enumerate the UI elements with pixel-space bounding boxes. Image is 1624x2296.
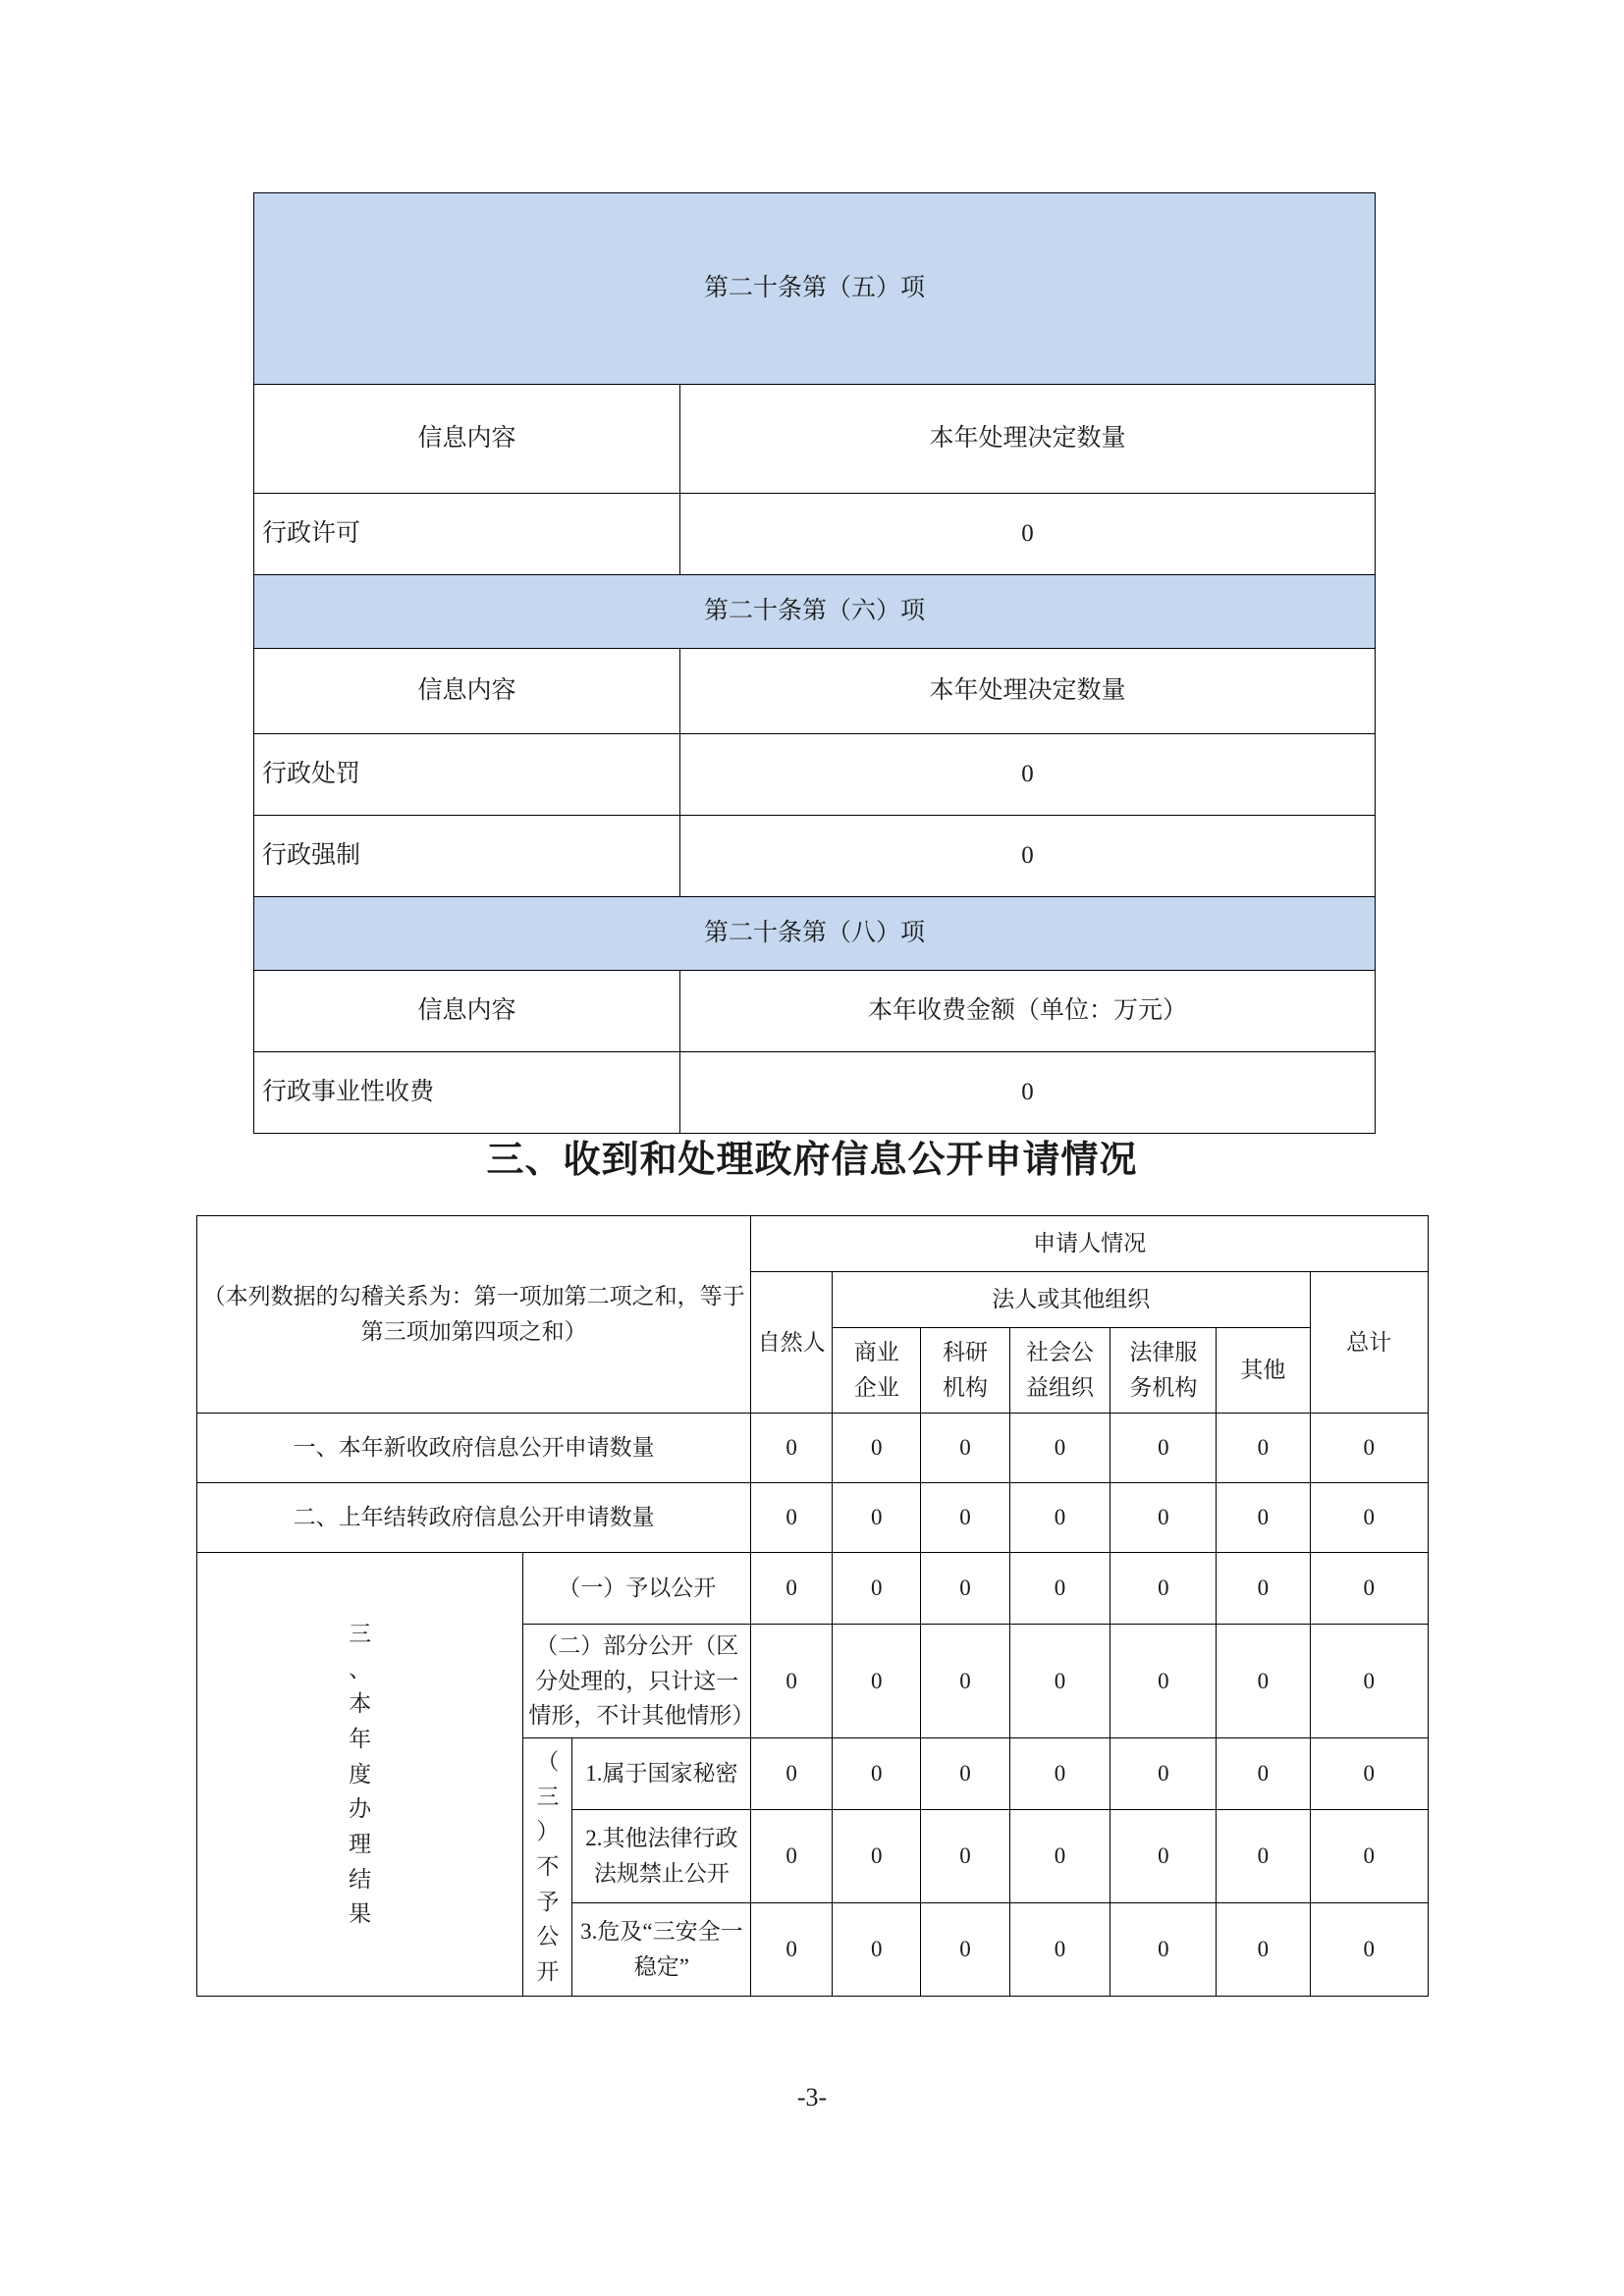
vertical-char: 不 xyxy=(536,1854,560,1880)
cell-value: 0 xyxy=(751,1483,833,1553)
cell-value: 0 xyxy=(921,1902,1009,1996)
section-title-liu: 第二十条第（六）项 xyxy=(254,575,1376,649)
subheader-commercial-line1: 商业 xyxy=(853,1340,899,1365)
page-number: -3- xyxy=(796,2083,828,2111)
total-header: 总计 xyxy=(1310,1272,1428,1414)
row-label-shiyexingshoufei: 行政事业性收费 xyxy=(254,1052,680,1134)
cell-value: 0 xyxy=(1217,1553,1310,1625)
cell-value: 0 xyxy=(921,1483,1009,1553)
requests-table-wrapper xyxy=(196,1215,1429,1997)
subheader-research xyxy=(921,1328,1009,1414)
legal-group-header: 法人或其他组织 xyxy=(833,1272,1311,1328)
row-label-new-received: 一、本年新收政府信息公开申请数量 xyxy=(197,1414,751,1483)
cell-value: 0 xyxy=(921,1809,1009,1902)
table-row xyxy=(197,1483,1429,1553)
vertical-char: 果 xyxy=(349,1901,372,1927)
section-title-wu: 第二十条第（五）项 xyxy=(254,193,1376,385)
vertical-char: 度 xyxy=(349,1761,372,1787)
cell-value: 0 xyxy=(1217,1809,1310,1902)
row-label-xingzhengqiangzhi: 行政强制 xyxy=(254,816,680,897)
vertical-char: （ xyxy=(536,1749,560,1775)
section-three-heading: 三、收到和处理政府信息公开申请情况 xyxy=(486,1138,1138,1181)
subheader-public-welfare-line1: 社会公 xyxy=(1026,1340,1095,1365)
cell-value: 0 xyxy=(1217,1737,1310,1809)
sub-label-endanger-security: 3.危及“三安全一稳定” xyxy=(572,1902,751,1996)
subheader-legal-service-line2: 务机构 xyxy=(1129,1375,1198,1400)
cell-value: 0 xyxy=(833,1902,921,1996)
cell-value: 0 xyxy=(833,1414,921,1483)
cell-value: 0 xyxy=(1310,1902,1428,1996)
row-label-carried-over: 二、上年结转政府信息公开申请数量 xyxy=(197,1483,751,1553)
cell-value: 0 xyxy=(751,1553,833,1625)
requests-table xyxy=(196,1215,1429,1997)
vertical-char: 开 xyxy=(536,1959,560,1985)
row-value-shiyexingshoufei: 0 xyxy=(679,1052,1375,1134)
cell-value: 0 xyxy=(751,1625,833,1738)
cell-value: 0 xyxy=(1110,1625,1217,1738)
cell-value: 0 xyxy=(1009,1553,1110,1625)
vertical-char: 予 xyxy=(536,1889,560,1914)
cell-value: 0 xyxy=(751,1902,833,1996)
vertical-char: 结 xyxy=(349,1866,372,1892)
subheader-research-line2: 机构 xyxy=(942,1375,988,1400)
cell-value: 0 xyxy=(921,1625,1009,1738)
cell-value: 0 xyxy=(1110,1809,1217,1902)
col-header-info-content-ba: 信息内容 xyxy=(254,971,680,1052)
cell-value: 0 xyxy=(1009,1483,1110,1553)
cell-value: 0 xyxy=(1310,1483,1428,1553)
sub-label-partially-disclosed: （二）部分公开（区分处理的，只计这一情形，不计其他情形） xyxy=(523,1625,751,1738)
cell-value: 0 xyxy=(1217,1414,1310,1483)
cell-value: 0 xyxy=(1110,1483,1217,1553)
vertical-char: 办 xyxy=(349,1796,372,1822)
cell-value: 0 xyxy=(921,1737,1009,1809)
col-header-count-liu: 本年处理决定数量 xyxy=(679,649,1375,734)
vertical-char: 三 xyxy=(536,1784,560,1809)
cell-value: 0 xyxy=(1310,1809,1428,1902)
subheader-commercial-line2: 企业 xyxy=(853,1375,899,1400)
table-row xyxy=(254,897,1376,971)
cell-value: 0 xyxy=(921,1553,1009,1625)
table-row xyxy=(254,971,1376,1052)
corner-note: （本列数据的勾稽关系为：第一项加第二项之和，等于第三项加第四项之和） xyxy=(197,1216,751,1414)
col-header-info-content-wu: 信息内容 xyxy=(254,385,680,494)
cell-value: 0 xyxy=(751,1809,833,1902)
sub-group-label-not-disclosed-text xyxy=(528,1744,567,1989)
vertical-char: 理 xyxy=(349,1831,372,1856)
table-row xyxy=(197,1414,1429,1483)
applicant-group-header: 申请人情况 xyxy=(751,1216,1429,1272)
cell-value: 0 xyxy=(1217,1483,1310,1553)
table-row xyxy=(254,494,1376,575)
cell-value: 0 xyxy=(833,1483,921,1553)
cell-value: 0 xyxy=(1009,1902,1110,1996)
table-row xyxy=(254,1052,1376,1134)
cell-value: 0 xyxy=(833,1553,921,1625)
cell-value: 0 xyxy=(751,1414,833,1483)
section-title-ba: 第二十条第（八）项 xyxy=(254,897,1376,971)
table-row xyxy=(197,1553,1429,1625)
sub-label-disclosed: （一）予以公开 xyxy=(523,1553,751,1625)
vertical-char: 三 xyxy=(349,1622,372,1647)
sub-group-label-not-disclosed xyxy=(523,1737,572,1996)
subheader-public-welfare-line2: 益组织 xyxy=(1026,1375,1095,1400)
table-row xyxy=(254,734,1376,816)
cell-value: 0 xyxy=(1110,1902,1217,1996)
table-row xyxy=(254,649,1376,734)
cell-value: 0 xyxy=(833,1625,921,1738)
table-row xyxy=(254,816,1376,897)
table-row xyxy=(254,193,1376,385)
cell-value: 0 xyxy=(833,1809,921,1902)
cell-value: 0 xyxy=(1009,1414,1110,1483)
cell-value: 0 xyxy=(1110,1414,1217,1483)
cell-value: 0 xyxy=(1110,1737,1217,1809)
row-value-xingzhengxuke: 0 xyxy=(679,494,1375,575)
article20-table-wrapper xyxy=(253,192,1376,1134)
natural-person-header: 自然人 xyxy=(751,1272,833,1414)
group-label-handling-results-text xyxy=(202,1617,517,1932)
cell-value: 0 xyxy=(1217,1902,1310,1996)
cell-value: 0 xyxy=(1110,1553,1217,1625)
vertical-char: 年 xyxy=(349,1727,372,1751)
cell-value: 0 xyxy=(751,1737,833,1809)
row-label-xingzhengchufa: 行政处罚 xyxy=(254,734,680,816)
cell-value: 0 xyxy=(1310,1414,1428,1483)
subheader-legal-service-line1: 法律服 xyxy=(1129,1340,1198,1365)
sub-label-state-secret: 1.属于国家秘密 xyxy=(572,1737,751,1809)
cell-value: 0 xyxy=(1217,1625,1310,1738)
cell-value: 0 xyxy=(1009,1625,1110,1738)
row-label-xingzhengxuke: 行政许可 xyxy=(254,494,680,575)
table-header-row xyxy=(197,1216,1429,1272)
article20-table xyxy=(253,192,1376,1134)
vertical-char: ） xyxy=(536,1819,560,1844)
vertical-char: 、 xyxy=(349,1656,372,1682)
vertical-char: 公 xyxy=(536,1924,560,1949)
cell-value: 0 xyxy=(921,1414,1009,1483)
cell-value: 0 xyxy=(833,1737,921,1809)
col-header-info-content-liu: 信息内容 xyxy=(254,649,680,734)
cell-value: 0 xyxy=(1310,1625,1428,1738)
subheader-commercial xyxy=(833,1328,921,1414)
table-row xyxy=(254,575,1376,649)
cell-value: 0 xyxy=(1009,1809,1110,1902)
row-value-xingzhengqiangzhi: 0 xyxy=(679,816,1375,897)
sub-label-other-law-prohibited: 2.其他法律行政法规禁止公开 xyxy=(572,1809,751,1902)
group-label-handling-results xyxy=(197,1553,523,1997)
row-value-xingzhengchufa: 0 xyxy=(679,734,1375,816)
col-header-amount-ba: 本年收费金额（单位：万元） xyxy=(679,971,1375,1052)
subheader-other xyxy=(1217,1328,1310,1414)
cell-value: 0 xyxy=(1310,1737,1428,1809)
table-row xyxy=(254,385,1376,494)
col-header-count-wu: 本年处理决定数量 xyxy=(679,385,1375,494)
cell-value: 0 xyxy=(1310,1553,1428,1625)
subheader-public-welfare xyxy=(1009,1328,1110,1414)
subheader-research-line1: 科研 xyxy=(942,1340,988,1365)
subheader-other-line1: 其他 xyxy=(1240,1358,1286,1383)
subheader-legal-service xyxy=(1110,1328,1217,1414)
cell-value: 0 xyxy=(1009,1737,1110,1809)
vertical-char: 本 xyxy=(349,1691,372,1717)
